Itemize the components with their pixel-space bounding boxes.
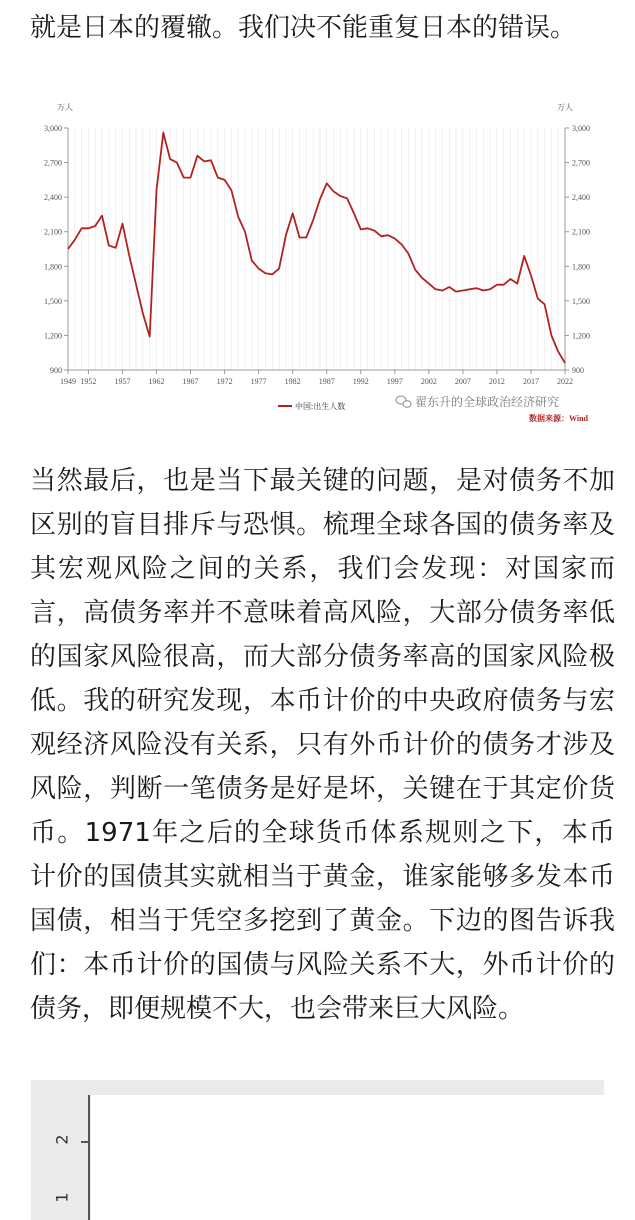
- x-tick-label: 1977: [250, 377, 267, 386]
- x-tick-label: 2022: [557, 377, 573, 386]
- x-tick-label: 1952: [80, 377, 97, 386]
- birth-chart-svg: [30, 88, 610, 433]
- x-tick-label: 2017: [522, 377, 539, 386]
- y-tick-label-left: 1,200: [44, 331, 62, 341]
- y-tick-label-right: 1,200: [572, 331, 590, 341]
- x-tick-label: 1997: [386, 377, 403, 386]
- paragraph-intro: 就是日本的覆辙。我们决不能重复日本的错误。: [30, 13, 577, 43]
- y-tick-label-right: 1,800: [572, 262, 590, 272]
- legend-label: 中国:出生人数: [295, 402, 346, 411]
- x-tick-label: 1962: [148, 377, 165, 386]
- y-tick-label-left: 1,800: [44, 262, 62, 272]
- x-tick-label: 1982: [284, 377, 301, 386]
- y-tick-label-right: 2,400: [572, 193, 590, 203]
- series-line-births: [68, 133, 565, 364]
- unit-label-right: 万人: [557, 103, 573, 112]
- x-tick-label: 1949: [60, 377, 76, 386]
- y-tick-label-left: 2,700: [44, 158, 62, 168]
- x-tick-label: 2007: [454, 377, 471, 386]
- paragraph-main: 当然最后，也是当下最关键的问题，是对债务不加区别的盲目排斥与恐惧。梳理全球各国的债务率及其宏观风险之间的关系，我们会发现：对国家而言，高债务率并不意味着高风险，大部分债务率低的国家风险很高，而大部分债务率高的国家风险极低。我的研究发现，本币计价的中央政府债务与宏观经济风险没有关系，只有外币计价的债务才涉及风险，判断一笔债务是好是坏，关键在于其定价货币。1971年之后的全球货币体系规则之下，本币计价的国债其实就相当于黄金，谁家能够多发本币国债，相当于凭空多挖到了黄金。下边的图告诉我们：本币计价的国债与风险关系不大，外币计价的债务，即便规模不大，也会带来巨大风险。: [30, 466, 615, 1024]
- birth-chart: [30, 88, 610, 433]
- x-tick-label: 1957: [114, 377, 131, 386]
- chart2-y-tick-label-2: 1: [52, 1192, 72, 1203]
- y-tick-label-left: 900: [50, 366, 62, 375]
- chart2-y-tick-label: 2: [52, 1134, 72, 1145]
- y-tick-label-left: 2,400: [44, 193, 62, 203]
- y-tick-label-left: 3,000: [44, 124, 62, 133]
- y-tick-label-right: 1,500: [572, 296, 590, 306]
- x-tick-label: 1967: [182, 377, 199, 386]
- y-tick-label-left: 1,500: [44, 296, 62, 306]
- x-tick-label: 2002: [420, 377, 437, 386]
- y-tick-label-right: 900: [572, 366, 584, 375]
- wechat-icon-bubble: [403, 401, 411, 408]
- y-tick-label-right: 2,100: [572, 227, 590, 237]
- chart2-y-tick: [81, 1141, 89, 1143]
- y-tick-label-right: 3,000: [572, 124, 590, 133]
- chart2-y-axis: [88, 1095, 90, 1220]
- x-tick-label: 1987: [318, 377, 335, 386]
- debt-risk-chart-preview: [31, 1080, 604, 1220]
- x-tick-label: 1992: [352, 377, 369, 386]
- watermark-text: 翟东升的全球政治经济研究: [415, 395, 560, 409]
- x-tick-label: 2012: [488, 377, 505, 386]
- chart2-plot-area: [91, 1095, 604, 1220]
- source-label: 数据来源：Wind: [529, 414, 588, 423]
- unit-label-left: 万人: [57, 103, 73, 112]
- y-tick-label-right: 2,700: [572, 158, 590, 168]
- x-tick-label: 1972: [216, 377, 233, 386]
- y-tick-label-left: 2,100: [44, 227, 62, 237]
